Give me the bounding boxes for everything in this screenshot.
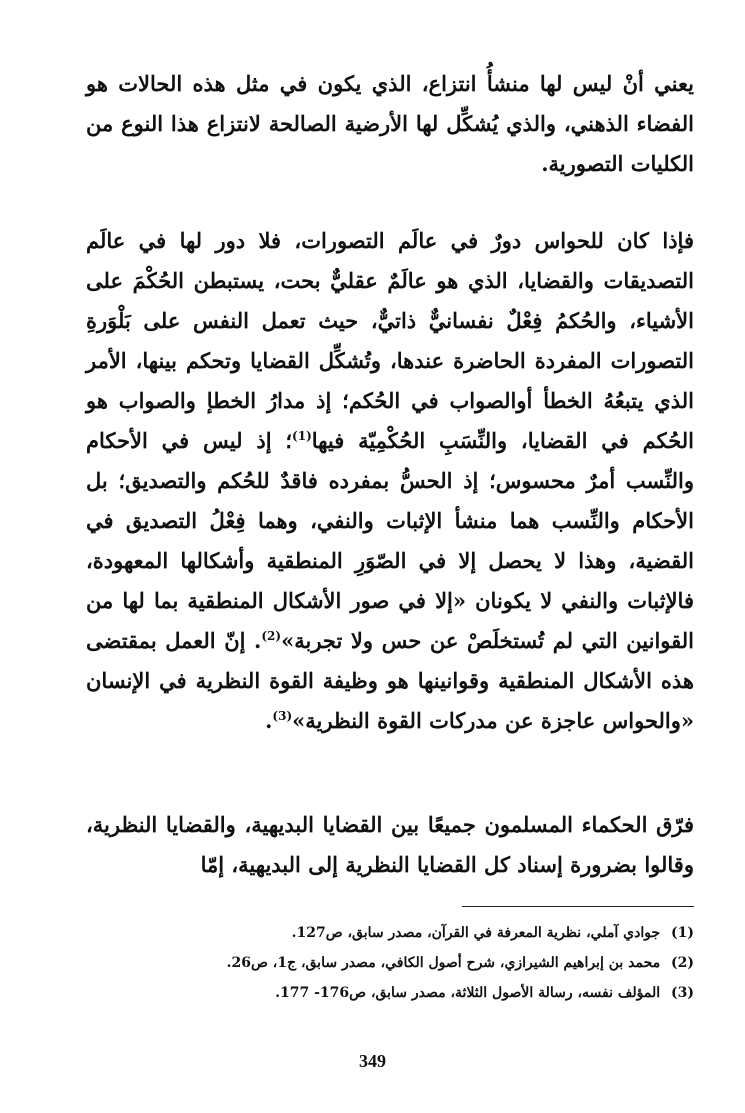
footnote-work-title: شرح أصول الكافي،	[380, 955, 496, 971]
paragraph-1	[86, 64, 694, 184]
paragraph-2-text-c: . إنّ العمل بمقتضى هذه الأشكال المنطقية وقوانينها هو وظيفة القوة النظرية في الإنسان «والحواس عاجزة عن مدركات القوة النظرية»	[86, 628, 694, 733]
footnote-author: جوادي آملي،	[586, 925, 661, 941]
paragraph-3-text: فرّق الحكماء المسلمون جميعًا بين القضايا البديهية، والقضايا النظرية، وقالوا بضرورة إسناد كل القضايا النظرية إلى البديهية، إمّا	[86, 812, 694, 877]
footnote-ref-1[interactable]: (1)	[292, 429, 312, 443]
footnotes	[120, 918, 694, 1008]
footnote-ref-2[interactable]: (2)	[261, 629, 282, 643]
footnote-reference: مصدر سابق، ص127.	[291, 925, 423, 941]
footnote-number: (1)	[671, 925, 694, 941]
footnote-ref-3[interactable]: (3)	[272, 709, 293, 723]
footnote-number: (3)	[671, 985, 694, 1001]
footnote-separator	[462, 906, 694, 907]
footnote-1	[120, 918, 694, 948]
paragraph-1-text: يعني أنْ ليس لها منشأُ انتزاع، الذي يكون في مثل هذه الحالات هو الفضاء الذهني، والذي يُشكِّل لها الأرضية الصالحة لانتزاع هذا النوع من الكليات التصورية.	[86, 71, 694, 176]
footnote-work-title: نظرية المعرفة في القرآن،	[427, 925, 582, 941]
footnote-author: المؤلف نفسه،	[577, 985, 661, 1001]
paragraph-2-text-b: ؛ إذ ليس في الأحكام والنِّسب أمرٌ محسوس؛ إذ الحسُّ بمفرده فاقدٌ للحُكم والتصديق؛ بل الأحكام والنِّسب هما منشأ الإثبات والنفي، وهما فِعْلُ التصديق في القضية، وهذا لا يحصل إلا في الصّوَرِ المنطقية وأشكالها المعهودة، فالإثبات والنفي لا يكونان «إلا في صور الأشكال المنطقية بما لها من القوانين التي لم تُستخلَصْ عن حس ولا تجربة»	[86, 428, 694, 653]
footnote-author: محمد بن إبراهيم الشيرازي،	[499, 955, 661, 971]
footnote-2	[120, 948, 694, 978]
paragraph-2-text-a: فإذا كان للحواس دورٌ في عالَم التصورات، فلا دور لها في عالَم التصديقات والقضايا، الذي هو عالَمٌ عقليٌّ بحت، يستبطن الحُكْمَ على الأشياء، والحُكمُ فِعْلٌ نفسانيٌّ ذاتيٌّ، حيث تعمل النفس على بَلْوَرةِ التصورات المفردة الحاضرة عندها، وتُشكِّل القضايا وتحكم بينها، الأمر الذي يتبعُهُ الخطأ أوالصواب في الحُكم؛ إذ مدارُ الخطإ والصواب هو الحُكم في القضايا، والنِّسَبِ الحُكْمِيّة فيها	[86, 228, 694, 453]
paragraph-2-text-d: .	[265, 708, 273, 733]
footnote-reference: مصدر سابق، ص176- 177.	[275, 985, 446, 1001]
footnote-3	[120, 978, 694, 1008]
footnote-work-title: رسالة الأصول الثلاثة،	[450, 985, 573, 1001]
paragraph-2	[86, 221, 694, 741]
footnote-number: (2)	[671, 955, 694, 971]
paragraph-3	[86, 805, 694, 885]
footnote-reference: مصدر سابق، ج1، ص26.	[226, 955, 376, 971]
page-number: 349	[359, 1051, 386, 1071]
